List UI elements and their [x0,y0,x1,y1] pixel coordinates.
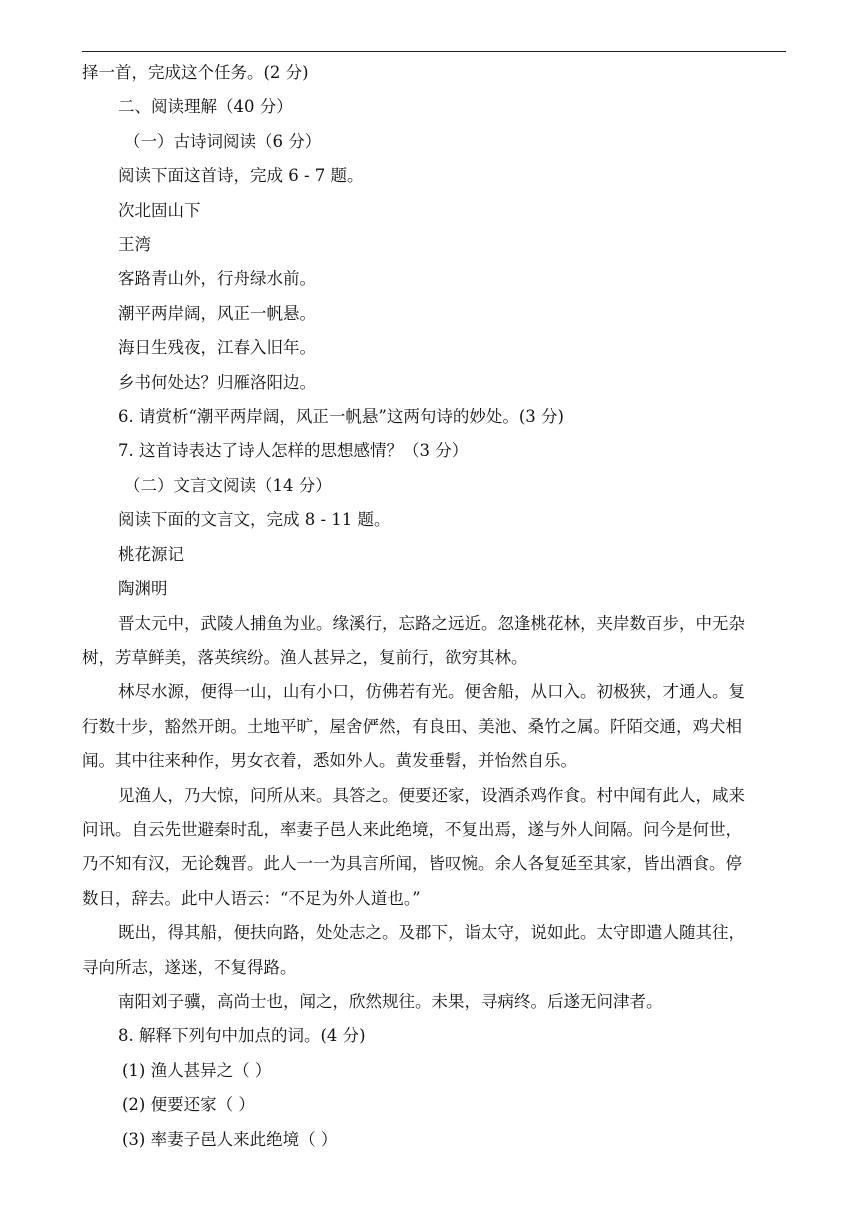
part-1-instruction: 阅读下面这首诗，完成 6 - 7 题。 [118,166,364,186]
prose-line: 闻。其中往来种作，男女衣着，悉如外人。黄发垂髫，并怡然自乐。 [82,751,577,771]
poem-line: 潮平两岸阔，风正一帆悬。 [118,303,316,323]
poem-line: 海日生残夜，江春入旧年。 [118,338,316,358]
question-6: 6. 请赏析“潮平两岸阔，风正一帆悬”这两句诗的妙处。(3 分) [118,407,564,427]
prose-line: 数日，辞去。此中人语云：“不足为外人道也。” [82,888,421,908]
question-7: 7. 这首诗表达了诗人怎样的思想感情？（3 分） [118,441,469,461]
poem-title: 次北固山下 [118,200,201,220]
document-body [82,56,786,1157]
prose-title: 桃花源记 [118,544,184,564]
prose-paragraph [82,779,786,917]
section-heading: 二、阅读理解（40 分） [118,97,293,117]
question-8-item: (3) 率妻子邑人来此绝境（ ） [122,1129,338,1149]
prose-line: 既出，得其船，便扶向路，处处志之。及郡下，诣太守，说如此。太守即遣人随其往， [118,923,745,943]
prose-line: 南阳刘子骥，高尚士也，闻之，欣然规往。未果，寻病终。后遂无问津者。 [118,991,663,1011]
question-8-item: (2) 便要还家（ ） [122,1095,255,1115]
prose-author: 陶渊明 [118,579,168,599]
prose-paragraph [82,985,786,1019]
prose-line: 问讯。自云先世避秦时乱，率妻子邑人来此绝境，不复出焉，遂与外人间隔。问今是何世， [82,819,742,839]
question-8-item: (1) 渔人甚异之（ ） [122,1060,272,1080]
prose-paragraph [82,916,786,985]
part-2-heading: （二）文言文阅读（14 分） [124,475,332,495]
part-2-instruction: 阅读下面的文言文，完成 8 - 11 题。 [118,510,391,530]
prose-line: 见渔人，乃大惊，问所从来。具答之。便要还家，设酒杀鸡作食。村中闻有此人，咸来 [118,785,745,805]
prose-paragraph [82,607,786,676]
prose-line: 林尽水源，便得一山，山有小口，仿佛若有光。便舍船，从口入。初极狭，才通人。复 [118,682,745,702]
poem-line: 客路青山外，行舟绿水前。 [118,269,316,289]
intro-line: 择一首，完成这个任务。(2 分) [82,63,309,82]
poem-line: 乡书何处达？归雁洛阳边。 [118,372,316,392]
header-rule [82,51,786,52]
question-8: 8. 解释下列句中加点的词。(4 分) [118,1026,366,1046]
prose-line: 行数十步，豁然开朗。土地平旷，屋舍俨然，有良田、美池、桑竹之属。阡陌交通，鸡犬相 [82,716,742,736]
prose-line: 晋太元中，武陵人捕鱼为业。缘溪行，忘路之远近。忽逢桃花林，夹岸数百步，中无杂 [118,613,745,633]
prose-paragraph [82,675,786,778]
prose-line: 乃不知有汉，无论魏晋。此人一一为具言所闻，皆叹惋。余人各复延至其家，皆出酒食。停 [82,854,742,874]
poem-author: 王湾 [118,235,151,255]
prose-line: 树，芳草鲜美，落英缤纷。渔人甚异之，复前行，欲穷其林。 [82,647,528,667]
prose-line: 寻向所志，遂迷，不复得路。 [82,957,297,977]
part-1-heading: （一）古诗词阅读（6 分） [124,131,322,151]
